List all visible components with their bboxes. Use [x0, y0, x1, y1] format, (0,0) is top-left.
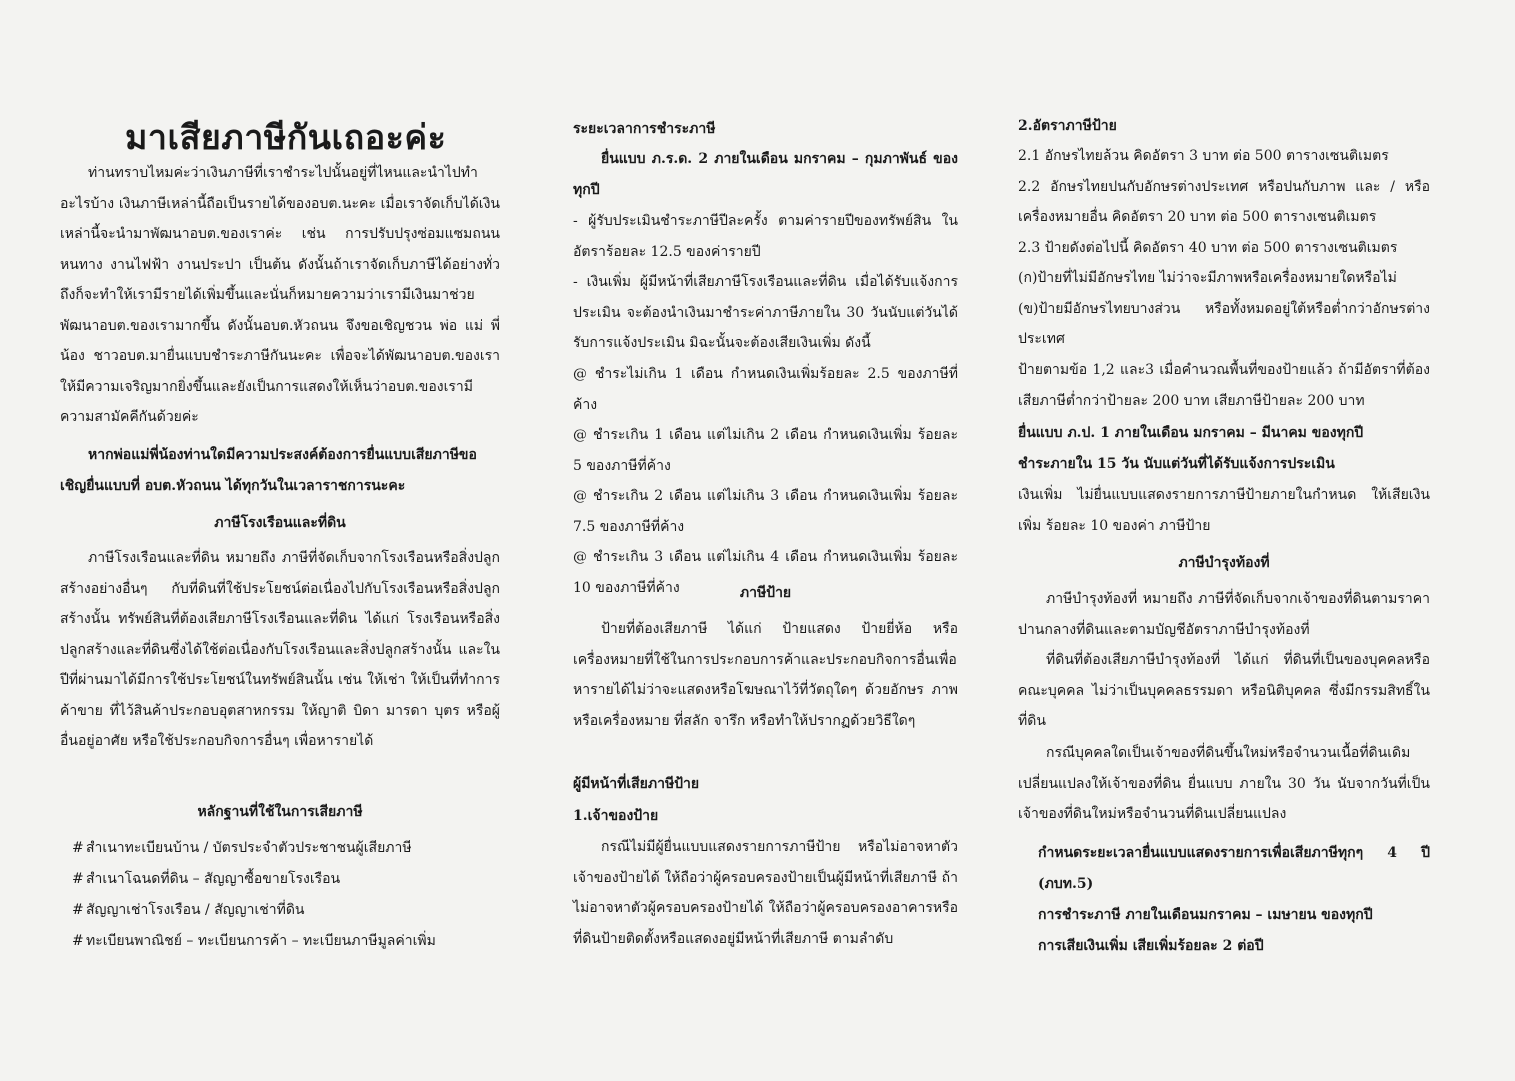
surcharge-paragraph: - เงินเพิ่ม ผู้มีหน้าที่เสียภาษีโรงเรือนและที่ดิน เมื่อได้รับแจ้งการประเมิน จะต้องนำเงินมาชำระค่าภาษีภายใน 30 วันนับแต่วันได้รับการแจ้งประเมิน มิฉะนั้นจะต้องเสียเงินเพิ่ม ดังนี้: [573, 274, 958, 351]
filing-paragraph: ยื่นแบบ ภ.ป. 1 ภายในเดือน มกราคม – มีนาคม ของทุกปี: [1018, 425, 1364, 441]
property-tax-paragraph: ภาษีโรงเรือนและที่ดิน หมายถึง ภาษีที่จัดเก็บจากโรงเรือนหรือสิ่งปลูกสร้างอย่างอื่นๆ กับที่ดินที่ใช้ประโยชน์ต่อเนื่องไปกับโรงเรือนหรือสิ่งปลูกสร้างนั้น ทรัพย์สินที่ต้องเสียภาษีโรงเรือนและที่ดิน ได้แก่ โรงเรือนหรือสิ่งปลูกสร้างและที่ดินซึ่งได้ใช้ต่อเนื่องกับโรงเรือนและสิ่งปลูกสร้างนั้น และในปีที่ผ่านมาได้มีการใช้ประโยชน์ในทรัพย์สินนั้น เช่น ให้เช่า ให้เป็นที่ทำการค้าขาย ที่ไว้สินค้าประกอบอุตสาหกรรม ให้ญาติ บิดา มารดา บุตร หรือผู้อื่นอยู่อาศัย หรือใช้ประกอบกิจการอื่นๆ เพื่อหารายได้: [60, 550, 500, 749]
surcharge-item: @ ชำระเกิน 2 เดือน แต่ไม่เกิน 3 เดือน กำหนดเงินเพิ่ม ร้อยละ 7.5 ของภาษีที่ค้าง: [573, 488, 958, 535]
heading-payment-period: ระยะเวลาการชำระภาษี: [573, 121, 716, 137]
payment-deadline: ชำระภายใน 15 วัน นับแต่วันที่ได้รับแจ้งการประเมิน: [1018, 455, 1335, 472]
list-item: # สำเนาโฉนดที่ดิน – สัญญาซื้อขายโรงเรือน: [72, 871, 341, 887]
owner-paragraph: กรณีไม่มีผู้ยื่นแบบแสดงรายการภาษีป้าย หรือไม่อาจหาตัวเจ้าของป้ายได้ ให้ถือว่าผู้ครอบครองป้ายเป็นผู้มีหน้าที่เสียภาษี ถ้าไม่อาจหาตัวผู้ครอบครองป้ายได้ ให้ถือว่าผู้ครอบครองอาคารหรือที่ดินป้ายติดตั้งหรือแสดงอยู่มีหน้าที่เสียภาษี ตามลำดับ: [573, 839, 958, 947]
assessment-paragraph: - ผู้รับประเมินชำระภาษีปีละครั้ง ตามค่ารายปีของทรัพย์สิน ในอัตราร้อยละ 12.5 ของค่ารายปี: [573, 213, 958, 260]
rate-item: (ก)ป้ายที่ไม่มีอักษรไทย ไม่ว่าจะมีภาพหรือเครื่องหมายใดหรือไม่: [1018, 270, 1397, 286]
brochure-title: มาเสียภาษีกันเถอะค่ะ: [125, 118, 447, 158]
period-paragraph: ยื่นแบบ ภ.ร.ด. 2 ภายในเดือน มกราคม – กุมภาพันธ์ ของทุกปี: [573, 151, 958, 198]
heading-evidence: หลักฐานที่ใช้ในการเสียภาษี: [197, 804, 363, 820]
surcharge-item: @ ชำระไม่เกิน 1 เดือน กำหนดเงินเพิ่มร้อยละ 2.5 ของภาษีที่ค้าง: [573, 366, 958, 413]
invite-paragraph: หากพ่อแม่พี่น้องท่านใดมีความประสงค์ต้องการยื่นแบบเสียภาษีขอเชิญยื่นแบบที่ อบต.หัวถนน ได้ทุกวันในเวลาราชการนะคะ: [60, 447, 477, 494]
list-item: # สำเนาทะเบียนบ้าน / บัตรประจำตัวประชาชนผู้เสียภาษี: [72, 840, 412, 856]
list-item: # สัญญาเช่าโรงเรือน / สัญญาเช่าที่ดิน: [72, 902, 305, 918]
surcharge-item: @ ชำระเกิน 1 เดือน แต่ไม่เกิน 2 เดือน กำหนดเงินเพิ่ม ร้อยละ 5 ของภาษีที่ค้าง: [573, 427, 958, 474]
minimum-paragraph: ป้ายตามข้อ 1,2 และ3 เมื่อคำนวณพื้นที่ของป้ายแล้ว ถ้ามีอัตราที่ต้องเสียภาษีต่ำกว่าป้ายละ 200 บาท เสียภาษีป้ายละ 200 บาท: [1018, 362, 1430, 409]
late-fee-paragraph: การเสียเงินเพิ่ม เสียเพิ่มร้อยละ 2 ต่อปี: [1038, 937, 1264, 954]
local-tax-paragraph-2: ที่ดินที่ต้องเสียภาษีบำรุงท้องที่ ได้แก่ ที่ดินที่เป็นของบุคคลหรือคณะบุคคล ไม่ว่าเป็นบุคคลธรรมดา หรือนิติบุคคล ซึ่งมีกรรมสิทธิ์ในที่ดิน: [1018, 652, 1430, 729]
fine-paragraph: เงินเพิ่ม ไม่ยื่นแบบแสดงรายการภาษีป้ายภายในกำหนด ให้เสียเงินเพิ่ม ร้อยละ 10 ของค่า ภาษีป้าย: [1018, 487, 1430, 534]
rate-item: 2.2 อักษรไทยปนกับอักษรต่างประเทศ หรือปนกับภาพ และ / หรือเครื่องหมายอื่น คิดอัตรา 20 บาท ต่อ 500 ตารางเซนติเมตร: [1018, 178, 1430, 225]
evidence-list: [72, 833, 500, 957]
intro-paragraph: ท่านทราบไหมค่ะว่าเงินภาษีที่เราชำระไปนั้นอยู่ที่ไหนและนำไปทำอะไรบ้าง เงินภาษีเหล่านี้ถือเป็นรายได้ของอบต.นะคะ เมื่อเราจัดเก็บได้เงินเหล่านี้จะนำมาพัฒนาอบต.ของเราค่ะ เช่น การปรับปรุงซ่อมแซมถนนหนทาง งานไฟฟ้า งานประปา เป็นต้น ดังนั้นถ้าเราจัดเก็บภาษีได้อย่างทั่วถึงก็จะทำให้เรามีรายได้เพิ่มขึ้นและนั่นก็หมายความว่าเรามีเงินมาช่วยพัฒนาอบต.ของเรามากขึ้น ดังนั้นอบต.หัวถนน จึงขอเชิญชวน พ่อ แม่ พี่ น้อง ชาวอบต.มายื่นแบบชำระภาษีกันนะคะ เพื่อจะได้พัฒนาอบต.ของเราให้มีความเจริญมากยิ่งขึ้นและยังเป็นการแสดงให้เห็นว่าอบต.ของเรามีความสามัคคีกันด้วยค่ะ: [60, 165, 500, 425]
rate-item: 2.1 อักษรไทยล้วน คิดอัตรา 3 บาท ต่อ 500 ตารางเซนติเมตร: [1018, 148, 1389, 164]
rate-item: 2.3 ป้ายดังต่อไปนี้ คิดอัตรา 40 บาท ต่อ 500 ตารางเซนติเมตร: [1018, 239, 1398, 256]
heading-owner: 1.เจ้าของป้าย: [573, 808, 659, 824]
deadline-paragraph: กำหนดระยะเวลายื่นแบบแสดงรายการเพื่อเสียภาษีทุกๆ 4 ปี (ภบท.5): [1038, 845, 1430, 892]
local-tax-paragraph-1: ภาษีบำรุงท้องที่ หมายถึง ภาษีที่จัดเก็บจากเจ้าของที่ดินตามราคาปานกลางที่ดินและตามบัญชีอัตราภาษีบำรุงท้องที่: [1018, 591, 1430, 638]
heading-sign-tax: ภาษีป้าย: [739, 585, 792, 601]
heading-local-tax: ภาษีบำรุงท้องที่: [1178, 555, 1270, 571]
surcharge-item: @ ชำระเกิน 3 เดือน แต่ไม่เกิน 4 เดือน กำหนดเงินเพิ่ม ร้อยละ 10 ของภาษีที่ค้าง: [573, 549, 958, 596]
list-item: # ทะเบียนพาณิชย์ – ทะเบียนการค้า – ทะเบียนภาษีมูลค่าเพิ่ม: [72, 933, 436, 949]
heading-liable: ผู้มีหน้าที่เสียภาษีป้าย: [573, 776, 700, 792]
heading-sign-rate: 2.อัตราภาษีป้าย: [1018, 118, 1117, 134]
rate-item: (ข)ป้ายมีอักษรไทยบางส่วน หรือทั้งหมดอยู่ใต้หรือต่ำกว่าอักษรต่างประเทศ: [1018, 300, 1430, 347]
heading-property-tax: ภาษีโรงเรือนและที่ดิน: [214, 515, 346, 531]
sign-tax-paragraph: ป้ายที่ต้องเสียภาษี ได้แก่ ป้ายแสดง ป้ายยี่ห้อ หรือเครื่องหมายที่ใช้ในการประกอบการค้าและประกอบกิจการอื่นเพื่อหารายได้ไม่ว่าจะแสดงหรือโฆษณาไว้ที่วัตถุใดๆ ด้วยอักษร ภาพหรือเครื่องหมาย ที่สลัก จารึก หรือทำให้ปรากฏด้วยวิธีใดๆ: [573, 621, 958, 729]
local-tax-paragraph-3: กรณีบุคคลใดเป็นเจ้าของที่ดินขึ้นใหม่หรือจำนวนเนื้อที่ดินเดิมเปลี่ยนแปลงให้เจ้าของที่ดิน ยื่นแบบ ภายใน 30 วัน นับจากวันที่เป็นเจ้าของที่ดินใหม่หรือจำนวนที่ดินเปลี่ยนแปลง: [1018, 745, 1430, 822]
payment-paragraph: การชำระภาษี ภายในเดือนมกราคม – เมษายน ของทุกปี: [1038, 907, 1373, 923]
